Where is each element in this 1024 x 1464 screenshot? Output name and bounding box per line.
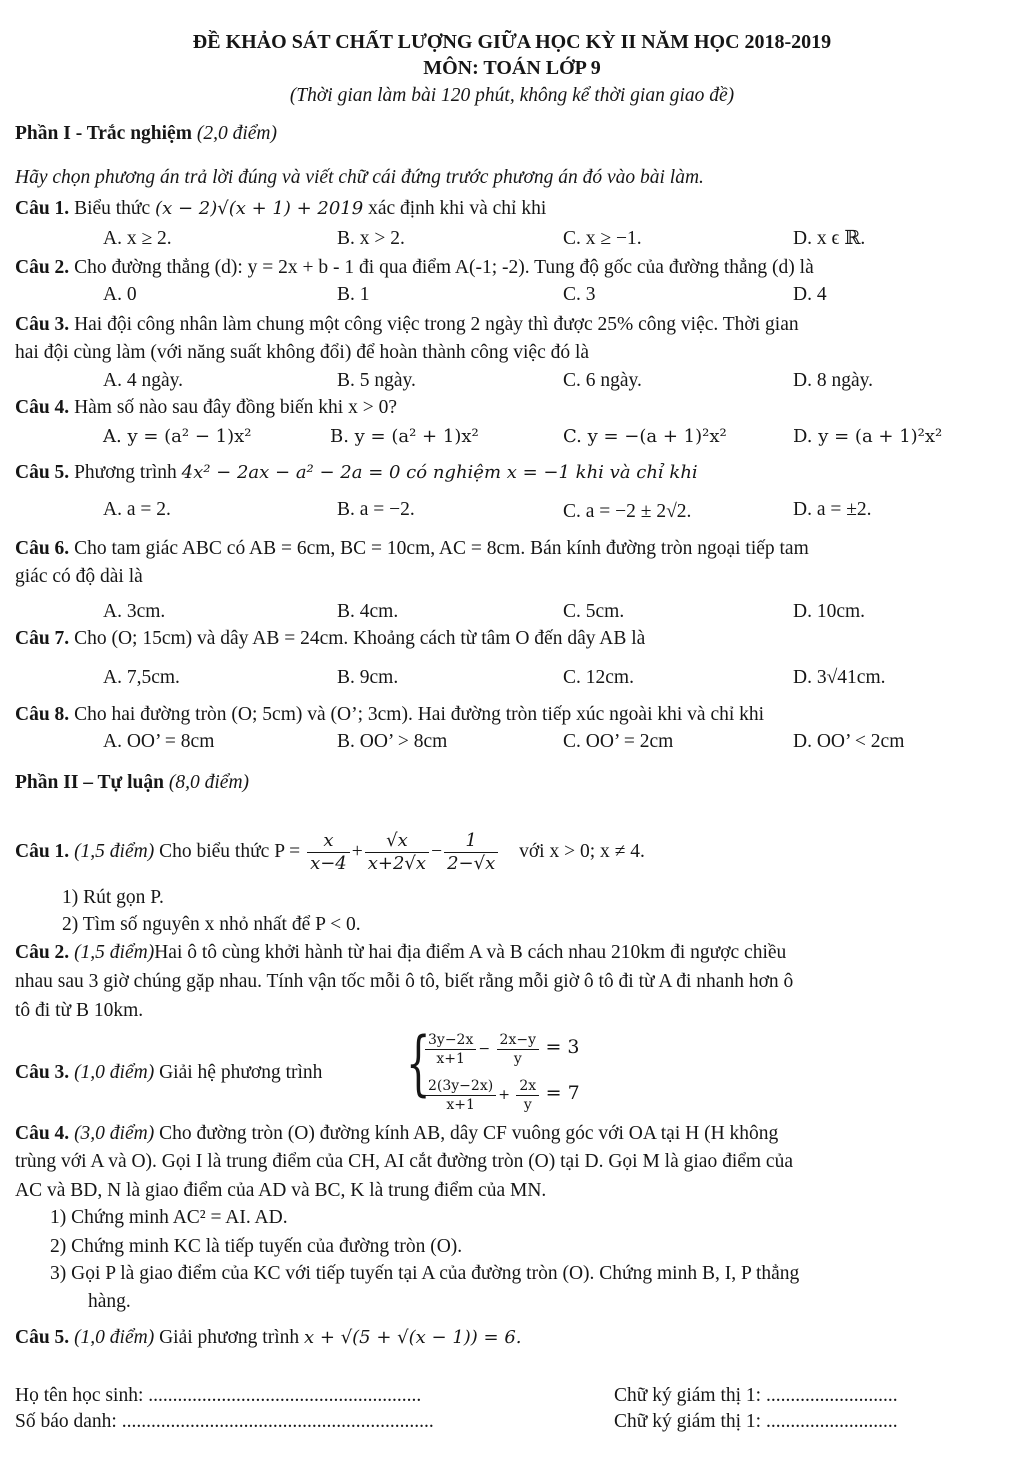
question-points: (3,0 điểm) bbox=[74, 1123, 155, 1144]
p1-q2-stem bbox=[15, 256, 814, 280]
question-label: Câu 4. bbox=[15, 397, 70, 418]
p1-q3-option-b: B. 5 ngày. bbox=[337, 370, 416, 391]
p1-q6-stem-cont: giác có độ dài là bbox=[15, 566, 143, 587]
exam-subject: MÔN: TOÁN LỚP 9 bbox=[423, 57, 601, 79]
p1-q7-option-b: B. 9cm. bbox=[337, 667, 399, 688]
time-note: (Thời gian làm bài 120 phút, không kể thời gian giao đề) bbox=[289, 85, 735, 106]
question-points: (1,5 điểm) bbox=[74, 942, 155, 963]
question-text: Cho đường tròn (O) đường kính AB, dây CF vuông góc với OA tại H (H không bbox=[159, 1123, 779, 1144]
p1-q7-option-c: C. 12cm. bbox=[563, 667, 634, 688]
p1-q1-option-a: A. x ≥ 2. bbox=[103, 228, 172, 249]
question-text: Hai ô tô cùng khởi hành từ hai địa điểm A và B cách nhau 210km đi ngược chiều bbox=[154, 942, 787, 963]
part1-title: Phần I - Trắc nghiệm bbox=[15, 123, 192, 144]
question-text: Biểu thức bbox=[74, 198, 151, 219]
question-text: Cho đường thẳng (d): y = 2x + b - 1 đi qua điểm A(-1; -2). Tung độ gốc của đường thẳng (d) là bbox=[74, 257, 814, 278]
p1-q1-stem bbox=[15, 197, 546, 221]
part1-points: (2,0 điểm) bbox=[196, 123, 277, 144]
p1-q4-option-b: B. y = (a² + 1)x² bbox=[330, 426, 479, 447]
p1-q5-option-c: C. a = −2 ± 2√2. bbox=[563, 501, 692, 522]
part2-heading bbox=[15, 771, 249, 795]
p1-q2-option-b: B. 1 bbox=[337, 284, 370, 305]
p1-q3-option-a: A. 4 ngày. bbox=[103, 370, 183, 391]
question-points: (1,0 điểm) bbox=[74, 1327, 155, 1348]
p1-q3-stem bbox=[15, 313, 799, 337]
p1-q8-option-d: D. OO’ < 2cm bbox=[793, 731, 905, 752]
question-label: Câu 6. bbox=[15, 538, 70, 559]
p1-q5-option-b: B. a = −2. bbox=[337, 499, 415, 520]
question-text: Phương trình bbox=[74, 462, 177, 483]
p2-q4-sub3-cont: hàng. bbox=[88, 1291, 131, 1312]
p1-q3-option-d: D. 8 ngày. bbox=[793, 370, 873, 391]
question-label: Câu 1. bbox=[15, 841, 70, 862]
exam-number-field: Số báo danh: ................................................................ bbox=[15, 1411, 434, 1432]
p2-q4-stem-cont: trùng với A và O). Gọi I là trung điểm của CH, AI cắt đường tròn (O) tại D. Gọi M là giao điểm của bbox=[15, 1151, 793, 1172]
p1-q2-option-d: D. 4 bbox=[793, 284, 827, 305]
p1-q1-option-c: C. x ≥ −1. bbox=[563, 228, 642, 249]
p1-q6-stem bbox=[15, 537, 809, 561]
p1-q6-option-b: B. 4cm. bbox=[337, 601, 399, 622]
invigilator-signature-1: Chữ ký giám thị 1: ........................... bbox=[614, 1385, 898, 1406]
question-text: Cho (O; 15cm) và dây AB = 24cm. Khoảng cách từ tâm O đến dây AB là bbox=[74, 628, 646, 649]
p1-q6-option-c: C. 5cm. bbox=[563, 601, 625, 622]
part1-heading bbox=[15, 122, 277, 146]
p1-q4-option-c: C. y = −(a + 1)²x² bbox=[563, 426, 727, 447]
p2-q4-sub2: 2) Chứng minh KC là tiếp tuyến của đường tròn (O). bbox=[50, 1236, 463, 1257]
question-expression: 4x² − 2ax − a² − 2a = 0 có nghiệm x = −1 khi và chỉ khi bbox=[181, 462, 698, 483]
question-label: Câu 5. bbox=[15, 1327, 70, 1348]
p1-q6-option-d: D. 10cm. bbox=[793, 601, 866, 622]
question-text: Cho biểu thức P = bbox=[159, 841, 301, 862]
system-equation-2: $\frac{2(3y-2x)}{x+1}$ + $\frac{2x}{y}$ = 7 bbox=[423, 1070, 580, 1118]
question-text: Hai đội công nhân làm chung một công việc trong 2 ngày thì được 25% công việc. Thời gian bbox=[74, 314, 799, 335]
p2-q5-stem bbox=[15, 1326, 522, 1350]
p1-q1-option-b: B. x > 2. bbox=[337, 228, 405, 249]
question-label: Câu 1. bbox=[15, 198, 70, 219]
question-label: Câu 7. bbox=[15, 628, 70, 649]
invigilator-signature-2: Chữ ký giám thị 1: ........................... bbox=[614, 1411, 898, 1432]
question-points: (1,5 điểm) bbox=[74, 841, 155, 862]
p2-q1-sub2: 2) Tìm số nguyên x nhỏ nhất để P < 0. bbox=[62, 914, 361, 935]
system-brace: { bbox=[406, 1022, 431, 1104]
p1-q6-option-a: A. 3cm. bbox=[103, 601, 166, 622]
p1-q2-option-a: A. 0 bbox=[103, 284, 137, 305]
fraction: $\frac{√x}{x+2√x}$ bbox=[365, 830, 429, 875]
p2-q4-stem-cont2: AC và BD, N là giao điểm của AD và BC, K là trung điểm của MN. bbox=[15, 1180, 547, 1201]
p1-q5-stem bbox=[15, 461, 698, 485]
p2-q2-stem-cont2: tô đi từ B 10km. bbox=[15, 1000, 144, 1021]
p2-q4-sub1: 1) Chứng minh AC² = AI. AD. bbox=[50, 1207, 288, 1228]
p1-q3-stem-cont: hai đội cùng làm (với năng suất không đổi) để hoàn thành công việc đó là bbox=[15, 342, 590, 363]
p1-q4-option-d: D. y = (a + 1)²x² bbox=[793, 426, 943, 447]
p1-q3-option-c: C. 6 ngày. bbox=[563, 370, 642, 391]
part1-instruction: Hãy chọn phương án trả lời đúng và viết chữ cái đứng trước phương án đó vào bài làm. bbox=[15, 167, 704, 188]
p1-q4-stem bbox=[15, 396, 397, 420]
p2-q2-stem bbox=[15, 941, 786, 965]
student-name-field: Họ tên học sinh: ........................................................ bbox=[15, 1385, 422, 1406]
p2-q2-stem-cont: nhau sau 3 giờ chúng gặp nhau. Tính vận tốc mỗi ô tô, biết rằng mỗi giờ ô tô đi từ A đi nhanh hơn ô bbox=[15, 971, 794, 992]
p1-q5-option-d: D. a = ±2. bbox=[793, 499, 872, 520]
p1-q7-option-a: A. 7,5cm. bbox=[103, 667, 180, 688]
p2-q1-stem: Câu 1. (1,5 điểm) Cho biểu thức P = $\frac{x}{x-4}$ + $\frac{√x}{x+2√x}$ − $\frac{1}{2-√x}$ với x > 0; x ≠ 4. bbox=[15, 830, 645, 875]
part2-title: Phần II – Tự luận bbox=[15, 772, 164, 793]
question-points: (1,0 điểm) bbox=[74, 1062, 155, 1083]
p2-q3-stem bbox=[15, 1061, 322, 1085]
question-text: Cho hai đường tròn (O; 5cm) và (O’; 3cm). Hai đường tròn tiếp xúc ngoài khi và chỉ khi bbox=[74, 704, 765, 725]
p1-q5-option-a: A. a = 2. bbox=[103, 499, 171, 520]
p2-q4-stem bbox=[15, 1122, 778, 1146]
fraction: $\frac{x}{x-4}$ bbox=[307, 830, 350, 875]
p1-q4-option-a: A. y = (a² − 1)x² bbox=[103, 426, 252, 447]
question-expression: x + √(5 + √(x − 1)) = 6. bbox=[304, 1327, 522, 1348]
p1-q8-option-b: B. OO’ > 8cm bbox=[337, 731, 448, 752]
question-label: Câu 8. bbox=[15, 704, 70, 725]
question-text: xác định khi và chỉ khi bbox=[368, 198, 547, 219]
question-text: Giải phương trình bbox=[159, 1327, 300, 1348]
question-label: Câu 2. bbox=[15, 942, 70, 963]
p1-q7-stem bbox=[15, 627, 645, 651]
question-label: Câu 2. bbox=[15, 257, 70, 278]
question-label: Câu 5. bbox=[15, 462, 70, 483]
fraction: $\frac{1}{2-√x}$ bbox=[444, 830, 498, 875]
p1-q7-option-d: D. 3√41cm. bbox=[793, 667, 886, 688]
question-label: Câu 4. bbox=[15, 1123, 70, 1144]
system-equation-1: $\frac{3y-2x}{x+1}$ − $\frac{2x-y}{y}$ = 3 bbox=[423, 1024, 580, 1072]
question-condition: với x > 0; x ≠ 4. bbox=[519, 841, 645, 862]
exam-title: ĐỀ KHẢO SÁT CHẤT LƯỢNG GIỮA HỌC KỲ II NĂM HỌC 2018-2019 bbox=[192, 31, 832, 53]
p2-q1-sub1: 1) Rút gọn P. bbox=[62, 887, 164, 908]
question-text: Giải hệ phương trình bbox=[159, 1062, 323, 1083]
part2-points: (8,0 điểm) bbox=[168, 772, 250, 793]
p1-q8-stem bbox=[15, 703, 764, 727]
question-text: Hàm số nào sau đây đồng biến khi x > 0? bbox=[74, 397, 398, 418]
question-expression: (x − 2)√(x + 1) + 2019 bbox=[155, 198, 364, 219]
p2-q4-sub3: 3) Gọi P là giao điểm của KC với tiếp tuyến tại A của đường tròn (O). Chứng minh B, I, P thẳng bbox=[50, 1263, 800, 1284]
question-text: Cho tam giác ABC có AB = 6cm, BC = 10cm, AC = 8cm. Bán kính đường tròn ngoại tiếp tam bbox=[74, 538, 809, 559]
question-label: Câu 3. bbox=[15, 314, 70, 335]
p1-q2-option-c: C. 3 bbox=[563, 284, 596, 305]
question-label: Câu 3. bbox=[15, 1062, 70, 1083]
p1-q8-option-a: A. OO’ = 8cm bbox=[103, 731, 215, 752]
p1-q8-option-c: C. OO’ = 2cm bbox=[563, 731, 674, 752]
p1-q1-option-d: D. x ϵ ℝ. bbox=[793, 228, 866, 249]
